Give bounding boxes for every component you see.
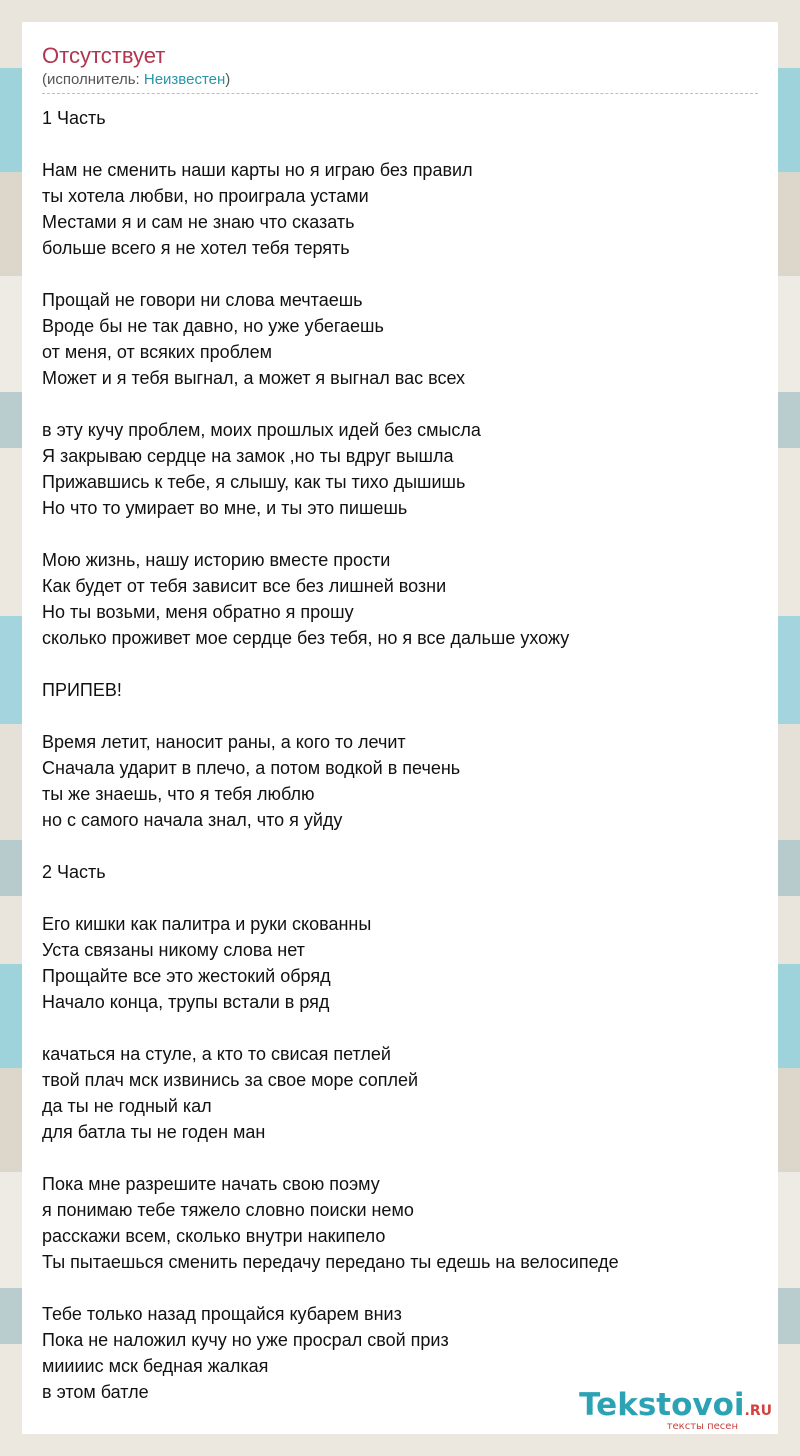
lyric-line: Может и я тебя выгнал, а может я выгнал вас всех bbox=[42, 368, 466, 388]
lyrics-card bbox=[22, 22, 778, 1434]
lyric-line: от меня, от всяких проблем bbox=[42, 342, 272, 362]
lyric-blank-line bbox=[42, 651, 758, 677]
lyric-blank-line bbox=[42, 521, 758, 547]
lyric-line: твой плач мск извинись за свое море соплей bbox=[42, 1070, 419, 1090]
lyric-line: Я закрываю сердце на замок ,но ты вдруг вышла bbox=[42, 446, 454, 466]
lyric-line: в эту кучу проблем, моих прошлых идей без смысла bbox=[42, 420, 481, 440]
logo-tld: .RU bbox=[744, 1403, 772, 1419]
lyric-line: в этом батле bbox=[42, 1382, 149, 1402]
lyric-line: расскажи всем, сколько внутри накипело bbox=[42, 1226, 386, 1246]
lyric-blank-line bbox=[42, 833, 758, 859]
lyrics-text bbox=[42, 105, 758, 1405]
lyric-line: для батла ты не годен ман bbox=[42, 1122, 266, 1142]
lyric-blank-line bbox=[42, 885, 758, 911]
lyric-line: Но ты возьми, меня обратно я прошу bbox=[42, 602, 354, 622]
lyric-line: Как будет от тебя зависит все без лишней возни bbox=[42, 576, 447, 596]
lyric-blank-line bbox=[42, 131, 758, 157]
lyric-line: Прощай не говори ни слова мечтаешь bbox=[42, 290, 363, 310]
lyric-blank-line bbox=[42, 391, 758, 417]
lyric-line: Пока не наложил кучу но уже просрал свой приз bbox=[42, 1330, 449, 1350]
lyric-line: миииис мск бедная жалкая bbox=[42, 1356, 269, 1376]
lyric-line: да ты не годный кал bbox=[42, 1096, 212, 1116]
lyric-blank-line bbox=[42, 1015, 758, 1041]
lyric-line: сколько проживет мое сердце без тебя, но я все дальше ухожу bbox=[42, 628, 570, 648]
lyric-line: ПРИПЕВ! bbox=[42, 680, 122, 700]
lyric-line: Но что то умирает во мне, и ты это пишешь bbox=[42, 498, 408, 518]
lyric-line: 2 Часть bbox=[42, 862, 106, 882]
lyric-blank-line bbox=[42, 261, 758, 287]
lyric-line: качаться на стуле, а кто то свисая петлей bbox=[42, 1044, 391, 1064]
lyric-line: ты же знаешь, что я тебя люблю bbox=[42, 784, 315, 804]
lyric-line: Пока мне разрешите начать свою поэму bbox=[42, 1174, 380, 1194]
lyric-line: Время летит, наносит раны, а кого то лечит bbox=[42, 732, 406, 752]
lyric-blank-line bbox=[42, 703, 758, 729]
lyric-line: Его кишки как палитра и руки скованны bbox=[42, 914, 372, 934]
lyric-line: Уста связаны никому слова нет bbox=[42, 940, 305, 960]
lyric-line: ты хотела любви, но проиграла устами bbox=[42, 186, 369, 206]
lyric-line: больше всего я не хотел тебя терять bbox=[42, 238, 350, 258]
logo-tagline: тексты песен bbox=[666, 1421, 738, 1432]
lyric-line: Местами я и сам не знаю что сказать bbox=[42, 212, 355, 232]
logo-name: Tekstovoi bbox=[579, 1387, 745, 1423]
lyric-blank-line bbox=[42, 1275, 758, 1301]
lyric-line: Тебе только назад прощайся кубарем вниз bbox=[42, 1304, 402, 1324]
lyric-line: Ты пытаешься сменить передачу передано ты едешь на велосипеде bbox=[42, 1252, 619, 1272]
artist-link[interactable]: Неизвестен bbox=[143, 71, 226, 88]
lyric-line: я понимаю тебе тяжело словно поиски немо bbox=[42, 1200, 414, 1220]
lyric-blank-line bbox=[42, 1145, 758, 1171]
lyric-line: Мою жизнь, нашу историю вместе прости bbox=[42, 550, 391, 570]
site-logo[interactable] bbox=[579, 1387, 772, 1432]
artist-prefix: (исполнитель: bbox=[42, 71, 144, 88]
lyric-line: Прощайте все это жестокий обряд bbox=[42, 966, 331, 986]
lyric-line: Вроде бы не так давно, но уже убегаешь bbox=[42, 316, 384, 336]
artist-line bbox=[42, 70, 758, 94]
lyric-line: Начало конца, трупы встали в ряд bbox=[42, 992, 330, 1012]
artist-suffix: ) bbox=[225, 71, 231, 88]
lyric-line: Сначала ударит в плечо, а потом водкой в печень bbox=[42, 758, 461, 778]
lyric-line: Нам не сменить наши карты но я играю без правил bbox=[42, 160, 473, 180]
song-title: Отсутствует bbox=[42, 43, 166, 68]
lyric-line: но с самого начала знал, что я уйду bbox=[42, 810, 343, 830]
lyric-line: Прижавшись к тебе, я слышу, как ты тихо дышишь bbox=[42, 472, 466, 492]
lyric-line: 1 Часть bbox=[42, 108, 106, 128]
